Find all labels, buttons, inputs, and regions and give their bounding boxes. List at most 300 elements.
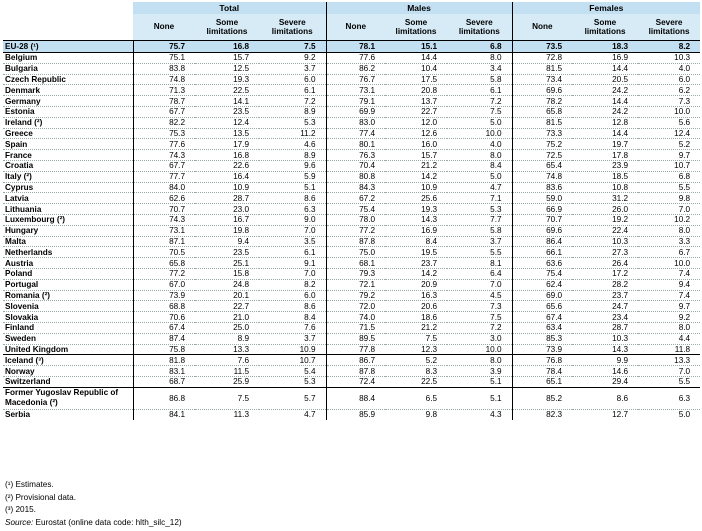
value-males-severe: 7.2	[447, 322, 512, 333]
value-males-severe: 7.5	[447, 312, 512, 323]
value-females-some: 16.9	[572, 53, 638, 64]
value-males-some: 19.3	[385, 204, 447, 215]
group-header-total: Total	[133, 2, 326, 14]
value-females-none: 70.7	[512, 214, 572, 225]
value-males-severe: 4.7	[447, 182, 512, 193]
value-total-some: 25.1	[195, 258, 259, 269]
table-row	[3, 106, 700, 117]
value-males-some: 8.3	[385, 366, 447, 377]
value-total-some: 19.3	[195, 74, 259, 85]
value-males-some: 18.6	[385, 312, 447, 323]
value-males-none: 85.9	[326, 409, 385, 420]
value-total-severe: 5.7	[259, 387, 326, 409]
col-header-none: None	[133, 14, 195, 41]
value-total-none: 87.1	[133, 236, 195, 247]
value-males-some: 16.3	[385, 290, 447, 301]
country-name: Netherlands	[3, 247, 133, 258]
value-total-some: 13.5	[195, 128, 259, 139]
table-row	[3, 117, 700, 128]
table-row	[3, 193, 700, 204]
value-total-severe: 6.0	[259, 290, 326, 301]
value-females-severe: 9.7	[638, 301, 700, 312]
value-total-severe: 5.9	[259, 171, 326, 182]
value-males-severe: 6.8	[447, 41, 512, 53]
value-total-none: 87.4	[133, 333, 195, 344]
country-name: Spain	[3, 139, 133, 150]
value-males-severe: 7.5	[447, 106, 512, 117]
data-table	[3, 2, 700, 420]
value-males-none: 79.3	[326, 268, 385, 279]
value-males-severe: 10.0	[447, 128, 512, 139]
value-males-severe: 8.1	[447, 258, 512, 269]
value-total-none: 83.8	[133, 63, 195, 74]
country-name: Cyprus	[3, 182, 133, 193]
country-name: Sweden	[3, 333, 133, 344]
value-females-severe: 12.4	[638, 128, 700, 139]
value-total-severe: 3.7	[259, 63, 326, 74]
value-females-none: 75.4	[512, 268, 572, 279]
table-row	[3, 171, 700, 182]
value-females-severe: 10.0	[638, 106, 700, 117]
table-row	[3, 214, 700, 225]
table-row	[3, 355, 700, 366]
table-row	[3, 409, 700, 420]
value-males-severe: 5.1	[447, 376, 512, 387]
value-females-some: 14.4	[572, 128, 638, 139]
value-total-none: 75.8	[133, 344, 195, 355]
table-row	[3, 258, 700, 269]
value-total-severe: 6.1	[259, 85, 326, 96]
value-males-none: 77.4	[326, 128, 385, 139]
table-row-eu28	[3, 41, 700, 53]
value-total-none: 77.7	[133, 171, 195, 182]
value-females-some: 9.9	[572, 355, 638, 366]
value-males-severe: 8.0	[447, 355, 512, 366]
value-females-severe: 3.3	[638, 236, 700, 247]
col-header-some: Some limitations	[385, 14, 447, 41]
value-females-some: 31.2	[572, 193, 638, 204]
value-females-some: 14.3	[572, 344, 638, 355]
value-total-none: 81.8	[133, 355, 195, 366]
value-males-severe: 6.1	[447, 85, 512, 96]
value-females-none: 73.9	[512, 344, 572, 355]
value-females-some: 23.4	[572, 312, 638, 323]
value-total-none: 75.7	[133, 41, 195, 53]
value-females-some: 23.7	[572, 290, 638, 301]
value-males-some: 12.6	[385, 128, 447, 139]
table-row	[3, 312, 700, 323]
value-total-severe: 5.3	[259, 376, 326, 387]
value-males-none: 77.2	[326, 225, 385, 236]
value-females-severe: 4.0	[638, 63, 700, 74]
table-row	[3, 150, 700, 161]
corner-cell	[3, 2, 133, 14]
value-females-severe: 6.2	[638, 85, 700, 96]
table-row	[3, 204, 700, 215]
value-females-severe: 5.2	[638, 139, 700, 150]
value-total-severe: 6.0	[259, 74, 326, 85]
value-males-severe: 8.0	[447, 150, 512, 161]
value-females-none: 62.4	[512, 279, 572, 290]
country-name: Czech Republic	[3, 74, 133, 85]
col-header-severe: Severe limitations	[259, 14, 326, 41]
country-name: Latvia	[3, 193, 133, 204]
col-header-some: Some limitations	[195, 14, 259, 41]
value-females-severe: 4.4	[638, 333, 700, 344]
value-males-some: 8.4	[385, 236, 447, 247]
value-total-some: 25.0	[195, 322, 259, 333]
value-males-some: 10.9	[385, 182, 447, 193]
country-name: Norway	[3, 366, 133, 377]
country-name: Austria	[3, 258, 133, 269]
value-females-severe: 7.0	[638, 366, 700, 377]
value-females-none: 65.4	[512, 160, 572, 171]
value-males-none: 76.7	[326, 74, 385, 85]
table-row	[3, 236, 700, 247]
value-males-severe: 7.7	[447, 214, 512, 225]
source-line	[5, 517, 182, 530]
value-males-severe: 3.4	[447, 63, 512, 74]
value-males-none: 72.0	[326, 301, 385, 312]
value-total-none: 84.1	[133, 409, 195, 420]
value-total-none: 86.8	[133, 387, 195, 409]
value-total-severe: 10.9	[259, 344, 326, 355]
value-total-some: 7.6	[195, 355, 259, 366]
value-males-some: 10.4	[385, 63, 447, 74]
value-total-some: 16.8	[195, 150, 259, 161]
value-total-some: 7.5	[195, 387, 259, 409]
value-males-some: 17.5	[385, 74, 447, 85]
value-females-none: 81.5	[512, 117, 572, 128]
value-females-severe: 11.8	[638, 344, 700, 355]
value-females-severe: 10.2	[638, 214, 700, 225]
value-females-severe: 5.0	[678, 410, 691, 420]
value-males-some: 12.0	[385, 117, 447, 128]
table-row	[3, 366, 700, 377]
value-females-none: 86.4	[512, 236, 572, 247]
value-females-some: 17.2	[572, 268, 638, 279]
value-males-some: 16.9	[385, 225, 447, 236]
value-total-severe: 7.6	[259, 322, 326, 333]
country-name: Former Yugoslav Republic of Macedonia (²)	[3, 387, 133, 409]
table-row	[3, 74, 700, 85]
value-total-some: 28.7	[195, 193, 259, 204]
value-females-severe: 7.4	[638, 268, 700, 279]
country-name: Greece	[3, 128, 133, 139]
value-total-some: 12.4	[195, 117, 259, 128]
table-row	[3, 247, 700, 258]
value-total-severe: 10.7	[259, 355, 326, 366]
country-name: EU-28 (¹)	[3, 41, 133, 53]
value-females-some: 12.7	[612, 410, 629, 420]
value-males-none: 79.2	[326, 290, 385, 301]
value-males-severe: 4.3	[490, 410, 502, 420]
value-total-none: 74.3	[133, 214, 195, 225]
value-males-none: 80.1	[326, 139, 385, 150]
country-name: Luxembourg (²)	[3, 214, 133, 225]
value-females-some: 18.3	[572, 41, 638, 53]
value-total-severe: 6.3	[259, 204, 326, 215]
value-males-some: 13.7	[385, 96, 447, 107]
value-females-none: 74.8	[512, 171, 572, 182]
footnote-mark: (²)	[5, 492, 14, 502]
value-total-none: 70.6	[133, 312, 195, 323]
value-males-severe: 5.5	[447, 247, 512, 258]
value-males-some: 19.5	[385, 247, 447, 258]
value-males-severe: 5.0	[447, 171, 512, 182]
value-total-some: 22.7	[195, 301, 259, 312]
value-females-severe: 7.3	[638, 96, 700, 107]
country-name: Bulgaria	[3, 63, 133, 74]
value-total-none: 83.1	[133, 366, 195, 377]
value-females-some: 10.3	[572, 236, 638, 247]
value-females-none: 65.1	[512, 376, 572, 387]
footnote-1	[5, 479, 182, 492]
value-total-some: 12.5	[195, 63, 259, 74]
country-name: Estonia	[3, 106, 133, 117]
value-females-none: 67.4	[512, 312, 572, 323]
value-males-none: 72.4	[326, 376, 385, 387]
value-males-severe: 3.9	[447, 366, 512, 377]
value-females-none: 78.4	[512, 366, 572, 377]
country-name: Iceland (³)	[3, 355, 133, 366]
value-total-none: 68.7	[133, 376, 195, 387]
value-females-some: 14.4	[572, 63, 638, 74]
country-name: Switzerland	[3, 376, 133, 387]
value-total-severe: 8.9	[259, 106, 326, 117]
value-males-severe: 5.1	[447, 387, 512, 409]
value-males-severe: 7.0	[447, 279, 512, 290]
table-row	[3, 128, 700, 139]
value-females-some: 8.6	[572, 387, 638, 409]
value-total-severe: 7.0	[259, 225, 326, 236]
value-males-severe: 8.4	[447, 160, 512, 171]
value-males-some: 14.2	[385, 268, 447, 279]
value-total-none: 73.9	[133, 290, 195, 301]
value-males-severe: 10.0	[447, 344, 512, 355]
table-row	[3, 301, 700, 312]
value-males-some: 23.7	[385, 258, 447, 269]
value-females-some: 19.7	[572, 139, 638, 150]
table-row	[3, 387, 700, 409]
value-total-severe: 7.0	[259, 268, 326, 279]
value-total-none: 84.0	[133, 182, 195, 193]
value-males-some: 20.6	[385, 301, 447, 312]
value-males-severe: 4.5	[447, 290, 512, 301]
value-males-some: 15.7	[385, 150, 447, 161]
value-males-severe: 3.7	[447, 236, 512, 247]
value-males-none: 77.6	[326, 53, 385, 64]
col-header-none: None	[512, 14, 572, 41]
footnote-mark: (³)	[5, 505, 14, 514]
value-females-none: 82.3	[512, 409, 572, 420]
value-females-severe: 6.7	[638, 247, 700, 258]
value-females-some: 26.4	[572, 258, 638, 269]
value-total-severe: 4.7	[304, 410, 316, 420]
value-total-severe: 7.5	[259, 41, 326, 53]
value-females-severe: 9.2	[638, 312, 700, 323]
value-females-severe: 5.5	[638, 182, 700, 193]
country-name: United Kingdom	[3, 344, 133, 355]
country-name: Croatia	[3, 160, 133, 171]
value-males-some: 22.7	[385, 106, 447, 117]
value-males-severe: 7.1	[447, 193, 512, 204]
table-row	[3, 268, 700, 279]
value-males-some: 20.8	[385, 85, 447, 96]
value-females-none: 65.8	[512, 106, 572, 117]
value-females-some: 10.3	[572, 333, 638, 344]
value-males-some: 14.3	[385, 214, 447, 225]
value-females-none: 85.3	[512, 333, 572, 344]
value-total-some: 20.1	[195, 290, 259, 301]
value-females-severe: 9.7	[638, 150, 700, 161]
value-males-some: 14.4	[385, 53, 447, 64]
value-total-severe: 7.2	[259, 96, 326, 107]
col-header-some: Some limitations	[572, 14, 638, 41]
value-males-none: 74.0	[326, 312, 385, 323]
value-males-severe: 6.4	[447, 268, 512, 279]
value-females-severe: 5.5	[638, 376, 700, 387]
source-text: Eurostat (online data code: hlth_silc_12)	[35, 517, 182, 527]
value-total-none: 67.0	[133, 279, 195, 290]
value-males-some: 21.2	[385, 160, 447, 171]
value-total-none: 67.7	[133, 106, 195, 117]
value-females-some: 28.7	[572, 322, 638, 333]
value-males-none: 77.8	[326, 344, 385, 355]
value-total-severe: 9.2	[259, 53, 326, 64]
table-row	[3, 333, 700, 344]
table-row	[3, 376, 700, 387]
value-total-severe: 5.1	[259, 182, 326, 193]
value-males-none: 70.4	[326, 160, 385, 171]
value-males-none: 79.1	[326, 96, 385, 107]
value-total-some: 11.5	[195, 366, 259, 377]
value-females-severe: 8.0	[638, 322, 700, 333]
value-males-severe: 5.3	[447, 204, 512, 215]
value-total-severe: 9.1	[259, 258, 326, 269]
value-males-none: 84.3	[326, 182, 385, 193]
value-females-none: 72.5	[512, 150, 572, 161]
value-males-none: 72.1	[326, 279, 385, 290]
footnote-mark: (¹)	[5, 480, 14, 489]
value-males-some: 6.5	[385, 387, 447, 409]
value-females-some: 24.2	[572, 106, 638, 117]
country-name: Ireland (²)	[3, 117, 133, 128]
value-females-severe: 10.0	[638, 258, 700, 269]
value-males-severe: 4.0	[447, 139, 512, 150]
value-males-none: 71.5	[326, 322, 385, 333]
value-males-some: 21.2	[385, 322, 447, 333]
value-females-none: 66.9	[512, 204, 572, 215]
value-females-none: 73.5	[512, 41, 572, 53]
value-total-some: 22.5	[195, 85, 259, 96]
table-body	[3, 41, 700, 421]
value-males-none: 87.8	[326, 236, 385, 247]
value-males-some: 14.2	[385, 171, 447, 182]
value-males-some: 22.5	[385, 376, 447, 387]
value-males-some: 25.6	[385, 193, 447, 204]
source-label: Source:	[5, 517, 34, 527]
country-name: Germany	[3, 96, 133, 107]
value-total-none: 74.3	[133, 150, 195, 161]
value-females-none: 78.2	[512, 96, 572, 107]
value-females-severe: 8.2	[638, 41, 700, 53]
value-females-some: 12.8	[572, 117, 638, 128]
value-females-none: 65.6	[512, 301, 572, 312]
value-total-severe: 8.9	[259, 150, 326, 161]
value-total-some: 23.5	[195, 247, 259, 258]
value-females-none: 63.6	[512, 258, 572, 269]
value-females-some: 18.5	[572, 171, 638, 182]
value-total-some: 15.7	[195, 53, 259, 64]
table-row	[3, 290, 700, 301]
footnote-text: Provisional data.	[15, 492, 76, 502]
value-total-none: 75.3	[133, 128, 195, 139]
value-males-none: 69.9	[326, 106, 385, 117]
value-total-some: 22.6	[195, 160, 259, 171]
country-name: Hungary	[3, 225, 133, 236]
value-total-none: 70.7	[133, 204, 195, 215]
country-name: Romania (²)	[3, 290, 133, 301]
value-females-severe: 7.4	[638, 290, 700, 301]
value-females-some: 28.2	[572, 279, 638, 290]
value-females-some: 10.8	[572, 182, 638, 193]
value-females-none: 73.3	[512, 128, 572, 139]
value-total-none: 75.1	[133, 53, 195, 64]
value-females-some: 20.5	[572, 74, 638, 85]
table-row	[3, 85, 700, 96]
value-total-severe: 8.2	[259, 279, 326, 290]
value-females-none: 69.6	[512, 85, 572, 96]
footnote-text: Estimates.	[15, 480, 54, 489]
value-females-none: 63.4	[512, 322, 572, 333]
value-females-severe: 10.3	[638, 53, 700, 64]
country-name: Italy (²)	[3, 171, 133, 182]
value-females-none: 72.8	[512, 53, 572, 64]
footnote-3	[5, 504, 182, 517]
value-total-none: 77.2	[133, 268, 195, 279]
value-females-severe: 9.8	[638, 193, 700, 204]
value-total-none: 67.7	[133, 160, 195, 171]
value-females-severe: 5.6	[638, 117, 700, 128]
value-total-some: 23.0	[195, 204, 259, 215]
value-females-none: 76.8	[512, 355, 572, 366]
value-males-some: 5.2	[385, 355, 447, 366]
value-total-severe: 6.1	[259, 247, 326, 258]
value-total-some: 10.9	[195, 182, 259, 193]
value-total-some: 16.8	[195, 41, 259, 53]
value-females-some: 26.0	[572, 204, 638, 215]
value-total-some: 17.9	[195, 139, 259, 150]
col-header-severe: Severe limitations	[638, 14, 700, 41]
value-males-severe: 7.2	[447, 96, 512, 107]
table-row	[3, 344, 700, 355]
value-females-none: 69.0	[512, 290, 572, 301]
value-females-none: 59.0	[512, 193, 572, 204]
value-females-some: 24.7	[572, 301, 638, 312]
value-total-none: 62.6	[133, 193, 195, 204]
country-name: Serbia	[5, 410, 31, 420]
value-males-severe: 5.8	[447, 225, 512, 236]
value-females-severe: 6.0	[638, 74, 700, 85]
country-name: Finland	[3, 322, 133, 333]
value-males-none: 76.3	[326, 150, 385, 161]
value-males-none: 86.7	[326, 355, 385, 366]
value-total-severe: 3.5	[259, 236, 326, 247]
value-females-severe: 13.3	[638, 355, 700, 366]
value-total-severe: 9.0	[259, 214, 326, 225]
footnote-2	[5, 492, 182, 505]
